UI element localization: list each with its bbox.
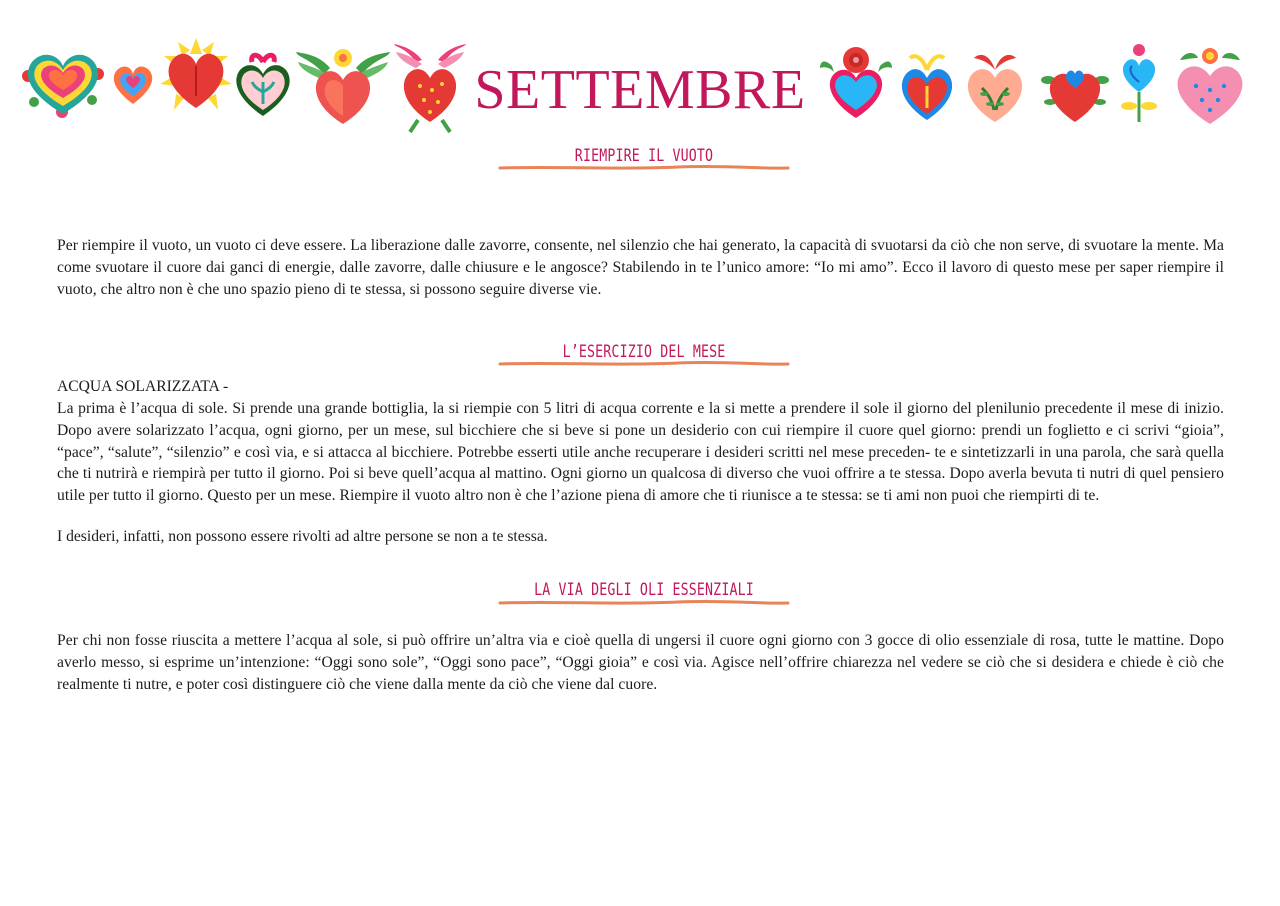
rose-heart-icon	[818, 44, 894, 120]
winged-heart-icon	[392, 42, 468, 134]
section-heading-oli: LA VIA DEGLI OLI ESSENZIALI	[534, 580, 754, 600]
heart-icon	[232, 52, 294, 118]
heading-underline	[498, 164, 790, 172]
heart-icon	[896, 50, 958, 122]
heading-underline	[498, 360, 790, 368]
heart-icon	[1114, 42, 1164, 124]
heart-icon	[110, 62, 156, 106]
section-heading-riempire: RIEMPIRE IL VUOTO	[574, 146, 714, 166]
paragraph-riempire: Per riempire il vuoto, un vuoto ci deve essere. La liberazione dalle zavorre, consente, nel silenzio che hai generato, la capacità di svuotarsi da ciò che non serve, di svuotare la mente. Ma come svuotare il cuore dai ganci di energie, dalle zavorre, dalle chiusure e le angosce? Stabilendo in te l’unico amore: “Io mi amo”. Ecco il lavoro di questo mese per saper riempire il vuoto, che altro non è che uno spazio pieno di te stessa, si possono seguire diverse vie.	[57, 237, 1224, 298]
section-heading-esercizio: L’ESERCIZIO DEL MESE	[562, 342, 726, 362]
heading-underline	[498, 599, 790, 607]
winged-heart-icon	[294, 44, 392, 126]
heart-icon	[962, 48, 1028, 124]
heart-icon	[1166, 46, 1254, 126]
paragraph-esercizio: La prima è l’acqua di sole. Si prende una grande bottiglia, la si riempie con 5 litri di acqua corrente e la si mette a prendere il sole il giorno del plenilunio precedente il mese di inizio. Dopo avere solarizzato l’acqua, ogni giorno, per un mese, sul bicchiere che si beve si pone un desiderio con cui riempire il cuore quel giorno: prendi un foglietto e ci scrivi “gioia”, “pace”, “salute”, “silenzio” e così via, e si attacca al bicchiere. Potrebbe esserti utile anche recuperare i desideri scritti nel mese preceden- te e sintetizzarli in una parola, che sarà quella che ti nutrirà e riempirà per tutto il giorno. Poi si beve quell’acqua al mattino. Ogni giorno un qualcosa di diverso che vuoi offrire a te stessa. Dopo averla bevuta ti nutri di quel pensiero utile per tutto il giorno. Questo per un mese. Riempire il vuoto altro non è che l’azione piena di amore che ti riunisce a te stessa: se ti ami non puoi che riempirti di te.	[57, 400, 1224, 505]
flaming-heart-icon	[158, 36, 234, 116]
heart-icon	[20, 46, 106, 120]
paragraph-desideri: I desideri, infatti, non possono essere rivolti ad altre persone se non a te stessa.	[57, 528, 548, 545]
page-title: SETTEMBRE	[474, 59, 806, 121]
heart-icon	[1040, 52, 1110, 124]
exercise-label: ACQUA SOLARIZZATA -	[57, 378, 229, 395]
paragraph-oli: Per chi non fosse riuscita a mettere l’acqua al sole, si può offrire un’altra via e cioè quella di ungersi il cuore ogni giorno con 3 gocce di olio essenziale di rosa, tutte le mattine. Dopo averlo messo, si esprime un’intenzione: “Oggi sono sole”, “Oggi sono pace”, “Oggi gioia” e così via. Agisce nell’offrire chiarezza nel vedere se ciò che si desidera e chiede è ciò che realmente ti nutre, e poter così distinguere ciò che viene dalla mente da ciò che viene dal cuore.	[57, 632, 1224, 693]
